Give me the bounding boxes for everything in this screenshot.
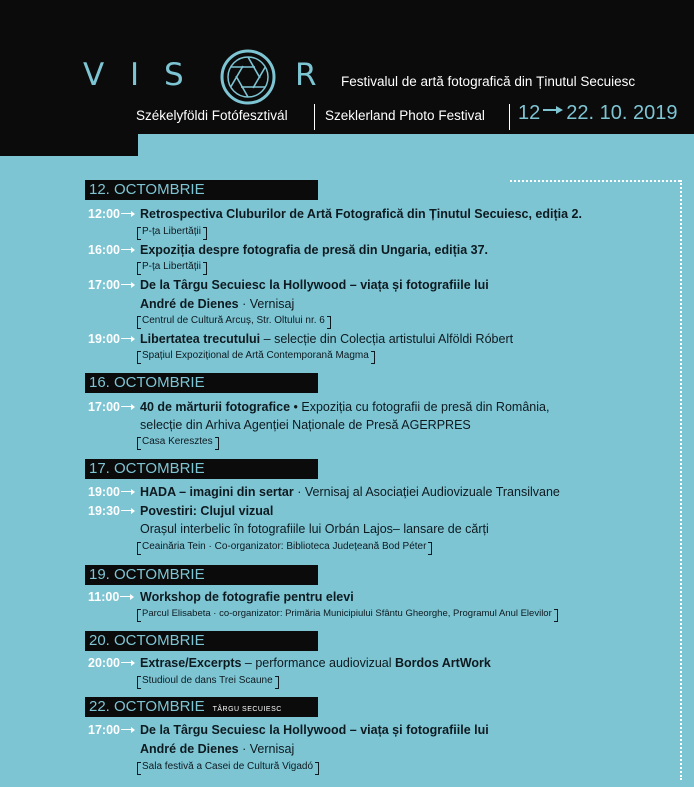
event-time [88,656,140,670]
day-header [85,180,318,200]
day-label: 20. OCTOMBRIE [89,632,205,649]
time-text: 11:00 [88,590,120,604]
event-venue [140,226,203,237]
time-arrow-tip-icon [130,594,134,600]
time-arrow-icon [121,510,131,511]
day-label: 22. OCTOMBRIE [89,698,205,715]
event-title-bold: Extrase/Excerpts [140,656,242,670]
time-arrow-tip-icon [131,727,135,733]
dotted-border-top [510,180,680,182]
event-venue [140,675,275,686]
time-text: 16:00 [88,243,120,257]
event-title-line2 [140,418,471,432]
event-title-bold: André de Dienes [140,742,239,756]
venue-text: Casa Keresztes [142,436,213,447]
time-text: 19:00 [88,332,120,346]
time-arrow-tip-icon [131,247,135,253]
logo-letter-i: I [130,57,142,93]
event-time [88,243,140,257]
date-start: 12 [518,102,541,124]
time-arrow-tip-icon [131,282,135,288]
event-time [88,207,140,221]
time-arrow-icon [121,491,131,492]
event-title-rest: – selecție din Colecția artistului Alföldi Róbert [260,332,514,346]
event-title [140,485,560,499]
event-title-line2 [140,522,489,536]
time-arrow-icon [121,338,131,339]
time-text: 17:00 [88,400,120,414]
arrow-right-icon [543,106,563,114]
day-label: 19. OCTOMBRIE [89,566,205,583]
event-title-rest: · Vernisaj al Asociației Audiovizuale Transilvane [293,485,560,499]
event-title-bold: Povestiri: Clujul vizual [140,504,274,518]
time-text: 17:00 [88,278,120,292]
header-tab [0,134,138,156]
time-arrow-icon [121,249,131,250]
event-venue [140,608,554,619]
time-arrow-icon [121,662,131,663]
logo-letter-s: S [164,57,186,93]
festival-name-hungarian: Székelyföldi Fotófesztivál [136,108,288,123]
day-label: 16. OCTOMBRIE [89,374,205,391]
time-arrow-icon [121,284,131,285]
event-time [88,504,140,518]
event-title-line2 [140,742,294,756]
time-text: 19:00 [88,485,120,499]
event-title-rest: • Expoziția cu fotografii de presă din România, [290,400,550,414]
day-header [85,631,318,651]
event-title-bold: De la Târgu Secuiesc la Hollywood – viața și fotografiile lui [140,278,489,292]
venue-text: P-ța Libertății [142,226,201,237]
event-title [140,278,489,292]
event-title [140,590,354,604]
festival-name-english: Szeklerland Photo Festival [325,108,485,123]
day-label: 12. OCTOMBRIE [89,181,205,198]
event-title [140,400,549,414]
camera-aperture-icon [219,48,277,106]
event-title [140,723,489,737]
festival-subtitle: Festivalul de artă fotografică din Ținutul Secuiesc [341,74,636,89]
event-title-rest: selecție din Arhiva Agenției Naționale de Presă AGERPRES [140,418,471,432]
venue-text: Parcul Elisabeta · co-organizator: Primăria Municipiului Sfântu Gheorghe, Programul Anul Elevilor [142,608,552,619]
event-title-rest: · Vernisaj [238,742,295,756]
time-arrow-tip-icon [131,508,135,514]
time-text: 19:30 [88,504,120,518]
header-divider [509,104,510,130]
time-arrow-tip-icon [131,336,135,342]
event-title-bold: Libertatea trecutului [140,332,261,346]
event-venue [140,315,327,326]
venue-text: P-ța Libertății [142,261,201,272]
venue-text: Centrul de Cultură Arcuș, Str. Oltului nr. 6 [142,315,325,326]
event-title-rest: Orașul interbelic în fotografiile lui Orbán Lajos– lansare de cărți [140,522,489,536]
header-divider [314,104,315,130]
event-time [88,723,140,737]
event-title [140,656,491,670]
time-arrow-tip-icon [131,404,135,410]
event-title-bold: HADA – imagini din sertar [140,485,294,499]
time-text: 20:00 [88,656,120,670]
venue-text: Ceainăria Tein · Co-organizator: Biblioteca Județeană Bod Péter [142,541,427,552]
day-header [85,459,318,479]
day-city-label: TÂRGU SECUIESC [212,706,282,713]
event-time [88,278,140,292]
event-title-bold: Workshop de fotografie pentru elevi [140,590,354,604]
day-header [85,565,318,585]
venue-text: Studioul de dans Trei Scaune [142,675,273,686]
day-label: 17. OCTOMBRIE [89,460,205,477]
event-venue [140,541,428,552]
event-title-bold: Retrospectiva Cluburilor de Artă Fotografică din Ținutul Secuiesc, ediția 2. [140,207,582,221]
time-arrow-icon [121,729,131,730]
event-title-bold: 40 de mărturii fotografice [140,400,291,414]
event-time [88,400,140,414]
event-title-rest: – performance audiovizual [241,656,396,670]
date-end: 22. 10. 2019 [566,102,678,124]
time-arrow-icon [121,406,131,407]
event-title-bold: Bordos ArtWork [395,656,491,670]
time-arrow-icon [120,596,130,597]
event-title [140,504,273,518]
event-venue [140,261,203,272]
event-title [140,207,582,221]
event-title-bold: André de Dienes [140,297,239,311]
time-arrow-icon [121,213,131,214]
venue-text: Spațiul Expozițional de Artă Contemporană Magma [142,350,369,361]
logo-letter-v: V [83,57,107,93]
festival-dates [518,102,677,125]
event-title-rest: · Vernisaj [238,297,295,311]
time-text: 12:00 [88,207,120,221]
time-arrow-tip-icon [131,211,135,217]
event-title-bold: De la Târgu Secuiesc la Hollywood – viața și fotografiile lui [140,723,489,737]
event-title-bold: Expoziția despre fotografia de presă din Ungaria, ediția 37. [140,243,489,257]
event-time [88,590,140,604]
event-title-line2 [140,297,294,311]
time-arrow-tip-icon [131,489,135,495]
time-text: 17:00 [88,723,120,737]
event-venue [140,436,215,447]
day-header [85,697,318,717]
event-time [88,332,140,346]
logo-letter-r: R [295,57,319,93]
time-arrow-tip-icon [131,660,135,666]
event-time [88,485,140,499]
event-venue [140,761,315,772]
event-title [140,243,488,257]
venue-text: Sala festivă a Casei de Cultură Vigadó [142,761,314,772]
event-venue [140,350,371,361]
event-title [140,332,513,346]
dotted-border-right [680,180,682,780]
day-header [85,373,318,393]
